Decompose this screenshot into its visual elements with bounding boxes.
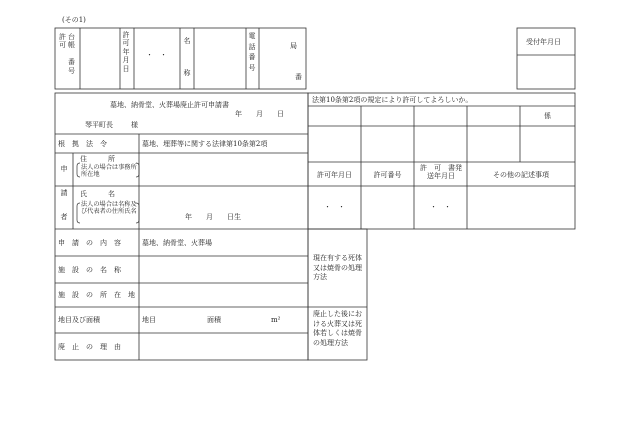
applicant-side-label: 申 請 者: [60, 165, 68, 221]
remains-handling-label: 現在有する死体又は焼骨の処理方法: [313, 254, 362, 281]
received-date-label: 受付年月日: [526, 38, 561, 46]
col-permit-issue-date: 許 可 書発送年月日: [420, 164, 462, 180]
col-other-notes: その他の記述事項: [493, 171, 549, 179]
land-type: 地目: [142, 316, 156, 324]
issue-date-dots: ・ ・: [430, 203, 451, 211]
name-label: 名 称: [183, 37, 191, 77]
name-note: 法人の場合は名称及び代表者の住所氏名: [81, 201, 137, 216]
sheet-number: (その1): [62, 16, 86, 24]
addressee: 琴平町長: [85, 121, 113, 129]
area-label: 面積: [207, 316, 221, 324]
permit-date-value: ・ ・: [146, 51, 167, 59]
phone-label: 電話番号: [248, 32, 256, 72]
address-note: 法人の場合は事務所所在地: [81, 164, 137, 179]
facility-name-label: 施 設 の 名 称: [58, 266, 121, 274]
stamp-label: 係: [544, 112, 551, 120]
reason-label: 廃 止 の 理 由: [58, 343, 121, 351]
content-value: 墓地、納骨堂、火葬場: [142, 239, 212, 247]
approval-text: 法第10条第2項の規定により許可してよろしいか。: [312, 96, 473, 104]
form-title: 墓地、納骨堂、火葬場廃止許可申請書: [110, 101, 229, 109]
permit-ledger-number-label: 許可 台帳 番号: [59, 33, 75, 75]
facility-location-label: 施 設 の 所 在 地: [58, 291, 135, 299]
permit-date-label: 許可年月日: [122, 31, 130, 73]
address-label: 住 所: [80, 155, 115, 163]
land-label: 地目及び面積: [58, 316, 100, 324]
form-date-line: 年 月 日: [235, 110, 284, 118]
phone-station: 局: [290, 42, 297, 50]
col-permit-number: 許可番号: [373, 171, 402, 179]
basis-value: 墓地、埋葬等に関する法律第10条第2項: [142, 140, 268, 148]
permit-date-dots: ・ ・: [324, 203, 345, 211]
area-unit: m²: [271, 316, 281, 324]
addressee-honorific: 様: [131, 121, 138, 129]
phone-number-suffix: 番: [295, 73, 302, 81]
basis-label: 根 拠 法 令: [58, 140, 107, 148]
birth-date-line: 年 月 日生: [185, 213, 241, 221]
col-permit-date: 許可年月日: [317, 171, 352, 179]
content-label: 申 請 の 内 容: [58, 239, 121, 247]
after-closure-handling-label: 廃止した後における火葬又は死体若しくは焼骨の処理方法: [313, 310, 362, 347]
name-field-label: 氏 名: [80, 190, 115, 198]
